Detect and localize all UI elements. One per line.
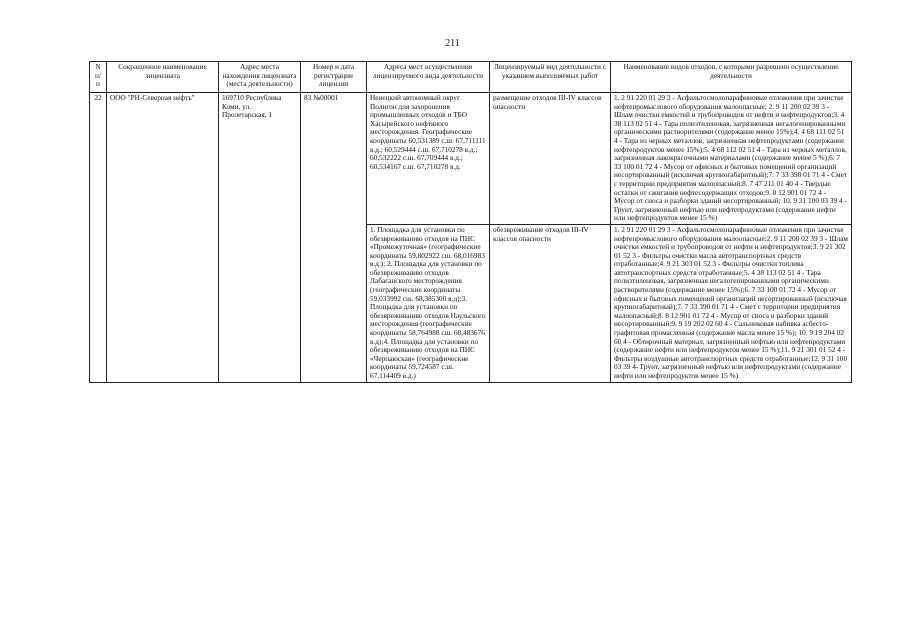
wastes-2: 1. 2 91 220 01 29 3 - Асфальтосмолопарафиновые отложения при зачистке нефтепромыслового оборудования малоопасные;2. 9 11 200 02 39 3 - Шлам очистки емкостей и трубопроводов от нефти и нефтепродуктов;3. 9 21 302 01 52 3 - Фильтры очистки масла автотранспортных средств отработанные;4. 9 21 303 01 52 3 - Фильтры очистки топлива автотранспортных средств отработанные;5. 4 38 113 02 51 4 - Тара полиэтиленовая, загрязненная негалогенированными органическими растворителями (содержание менее 15%);6. 7 33 100 01 72 4 - Мусор от офисных и бытовых помещений организаций несортированный (исключая крупногабаритный);7. 7 33 390 01 71 4 - Смет с территории предприятия малоопасный;8. 8 12 901 01 72 4 - Мусор от сноса и разборки зданий несортированный;9. 9 19 202 02 60 4 - Сальниковая набивка асбесто-графитовая промасленная (содержание масла менее 15 %); 10. 9 19 204 02 60 4 - Обтирочный материал, загрязненный нефтью или нефтепродуктами (содержание нефти или нефтепродуктов менее 15 %);11. 9 21 301 01 52 4 - Фильтры воздушные автотранспортных средств отработанные;12. 9 31 100 03 39 4- Грунт, загрязненный нефтью или нефтепродуктами (содержание нефти или нефтепродуктов менее 15 %). xyxy=(611,224,852,382)
header-sites: Адреса мест осуществления лицензируемого вида деятельности xyxy=(367,62,490,93)
site-address-2: 1. Площадка для установки по обезвреживанию отходов на ПНС «Промежуточная» (географические координаты 59,802922 сш. 68,016983 в.д.); 2. Площадка для установки по обезвреживанию отходов Лабаганского месторождения (географические координаты 59,033992 сш. 68,385300 в.д);3. Площадка для установки по обезвреживанию отходов Наульского месторождения (географические координаты 58,764988 сш. 68,483676 в.д);4. Площадка для установки по обезвреживанию отходов на ПНС «Черпаюская» (географические координаты 59,724587 с.ш. 67,114409 в.д.) xyxy=(367,224,490,382)
header-license: Номер и дата регистрации лицензии xyxy=(301,62,367,93)
activity-2: обезвреживание отходов III-IV классов опасности xyxy=(490,224,611,382)
licensee-address: 169710 Республика Коми, ул. Пролетарская, 1 xyxy=(219,93,301,383)
header-licensee: Сокращенное наименование лицензиата xyxy=(107,62,219,93)
header-number: N п/ п xyxy=(90,62,107,93)
wastes-1: 1. 2 91 220 01 29 3 - Асфальтосмолопарафиновые отложения при зачистке нефтепромыслового оборудования малоопасные; 2. 9 11 200 02 39 3 - Шлам очистки емкостей и трубопроводов от нефти и нефтепродуктов;3. 4 38 113 02 51 4 - Тара полиэтиленовая, загрязненная негалогенированными органическими растворителями (содержание менее 15%);4. 4 68 111 02 51 4 - Тара из черных металлов, загрязненная нефтепродуктами (содержание нефтепродуктов менее 15%);5. 4 68 112 02 51 4 - Тара из черных металлов, загрязненная лакокрасочными материалами (содержание менее 5 %);6. 7 33 100 01 72 4 - Мусор от офисных и бытовых помещений организаций несортированный (исключая крупногабаритный);7. 7 33 390 01 71 4 - Смет с территории предприятия малоопасный;8. 7 47 211 01 40 4 - Твердые остатки от сжигания нефтесодержащих отходов;9. 8 12 901 01 72 4 - Мусор от сноса и разборки зданий несортированный; 10. 9 31 100 03 39 4 - Грунт, загрязненный нефтью или нефтепродуктами (содержание нефти или нефтепродуктов менее 15 %) xyxy=(611,93,852,225)
header-wastes: Наименование видов отходов, с которыми разрешено осуществление деятельности xyxy=(611,62,852,93)
table-row xyxy=(90,93,852,225)
table-header-row xyxy=(90,62,852,93)
page-number: 211 xyxy=(445,38,460,49)
header-address: Адрес места нахождения лицензиата (места деятельности) xyxy=(219,62,301,93)
site-address-1: Ненецкий автономный округ Полигон для захоронения промышленных отходов и ТБО Хасырейского нефтяного месторождения. Географические координаты 60,531389 с.ш. 67,711111 в.д.; 60,529444 с.ш. 67,710278 в.д.; 60,532222 с.ш. 67,709444 в.д.; 60,534167 с.ш. 67,710278 в.д. xyxy=(367,93,490,225)
activity-1: размещение отходов III-IV классов опасности xyxy=(490,93,611,225)
license-registry-table xyxy=(89,61,852,383)
licensee-name: ООО "РН-Северная нефть" xyxy=(107,93,219,383)
license-number: 83 №00001 xyxy=(301,93,367,383)
header-activity: Лицензируемый вид деятельности с указанием выполняемых работ xyxy=(490,62,611,93)
row-number: 22 xyxy=(90,93,107,383)
